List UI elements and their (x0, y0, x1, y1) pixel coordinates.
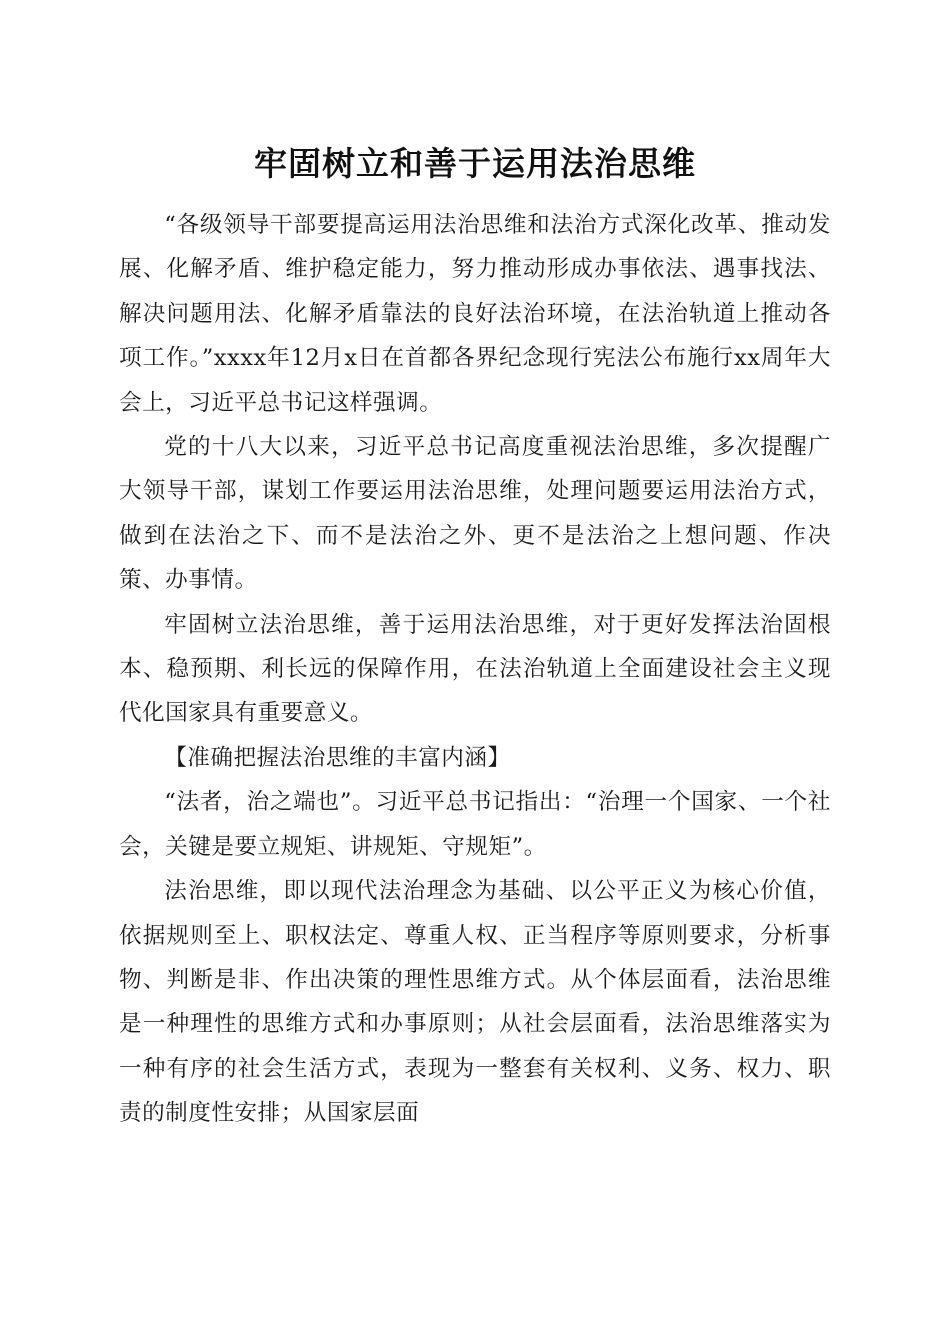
paragraph-significance: 牢固树立法治思维，善于运用法治思维，对于更好发挥法治固根本、稳预期、利长远的保障作用，在法治轨道上全面建设社会主义现代化国家具有重要意义。 (119, 611, 831, 727)
paragraph-definition: 法治思维，即以现代法治理念为基础、以公平正义为核心价值，依据规则至上、职权法定、尊重人权、正当程序等原则要求，分析事物、判断是非、作出决策的理性思维方式。从个体层面看，法治思维是一种理性的思维方式和办事原则；从社会层面看，法治思维落实为一种有序的社会生活方式，表现为一整套有关权利、义务、权力、职责的制度性安排；从国家层面 (119, 878, 831, 1127)
paragraph-fazhe-quote: “法者，治之端也”。习近平总书记指出：“治理一个国家、一个社会，关键是要立规矩、讲规矩、守规矩”。 (119, 789, 831, 860)
document-body (119, 203, 831, 1136)
document-title: 牢固树立和善于运用法治思维 (254, 144, 696, 183)
section-heading: 【准确把握法治思维的丰富内涵】 (164, 744, 511, 771)
paragraph-eighteenth-congress: 党的十八大以来，习近平总书记高度重视法治思维，多次提醒广大领导干部，谋划工作要运用法治思维，处理问题要运用法治方式，做到在法治之下、而不是法治之外、更不是法治之上想问题、作决策、办事情。 (119, 434, 831, 594)
paragraph-quote-intro: “各级领导干部要提高运用法治思维和法治方式深化改革、推动发展、化解矛盾、维护稳定能力，努力推动形成办事依法、遇事找法、解决问题用法、化解矛盾靠法的良好法治环境，在法治轨道上推动各项工作。”xxxx年12月x日在首都各界纪念现行宪法公布施行xx周年大会上，习近平总书记这样强调。 (119, 212, 831, 416)
